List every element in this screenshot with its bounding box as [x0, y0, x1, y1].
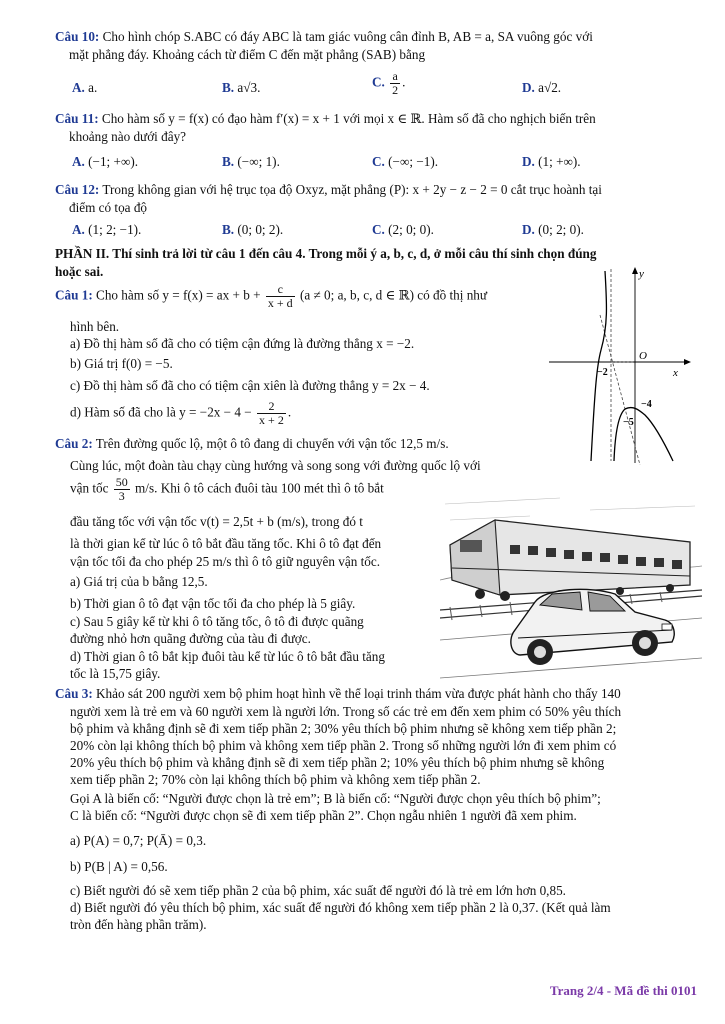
question-text: vận tốc $\frac{50}{3}$ m/s. Khi ô tô cách đuôi tàu 100 mét thì ô tô bắt: [70, 475, 384, 503]
train-and-car-illustration: [440, 490, 702, 680]
question-label: Câu 11:: [55, 111, 99, 126]
question-label: Câu 3:: [55, 686, 93, 701]
question-10: [55, 28, 697, 64]
question-label: Câu 10:: [55, 29, 100, 44]
question-text: Cho hàm số y = f(x) = ax + b +: [96, 287, 261, 303]
tick-y-label: −5: [623, 417, 634, 428]
x-label: x: [673, 367, 678, 379]
statement-b: b) Thời gian ô tô đạt vận tốc tối đa cho phép là 5 giây.: [70, 596, 356, 611]
question-text: điểm có tọa độ: [69, 200, 148, 215]
fraction: $\frac{2}{x + 2}$: [259, 399, 284, 427]
question-text: là thời gian kể từ lúc ô tô bắt đầu tăng tốc. Khi ô tô đạt đến: [70, 536, 382, 551]
p2-question-3: [55, 686, 697, 703]
question-11: [55, 110, 697, 146]
statement-c: c) Sau 5 giây kể từ khi ô tô tăng tốc, ô tô đi được quãng: [70, 614, 364, 629]
statement-d: tốc là 15,75 giây.: [70, 666, 161, 681]
question-text: Cho hàm số y = f(x) có đạo hàm f′(x) = x + 1 với mọi x ∈ ℝ. Hàm số đã cho nghịch biến trên: [101, 111, 596, 126]
question-text: bộ phim và khẳng định sẽ đi xem tiếp phần 2; 30% yêu thích bộ phim nhưng sẽ không xem tiếp phần 2;: [70, 721, 617, 736]
option-d: D. (0; 2; 0).: [522, 222, 584, 237]
question-12: [55, 181, 697, 217]
option-b: B. a√3.: [222, 80, 261, 95]
question-text: Trên đường quốc lộ, một ô tô đang di chuyển với vận tốc 12,5 m/s.: [95, 436, 449, 451]
right-branch: [614, 408, 673, 461]
question-text: C là biến cố: “Người được chọn sẽ đi xem tiếp phần 2”. Chọn ngẫu nhiên 1 người đã xem phim.: [70, 808, 577, 823]
statement-d: d) Hàm số đã cho là y = −2x − 4 − $\frac{2}{x + 2}$ .: [70, 399, 292, 427]
y-axis-arrow: [632, 267, 638, 274]
part-2-heading: PHẦN II. Thí sinh trả lời từ câu 1 đến câu 4. Trong mỗi ý a, b, c, d, ở mỗi câu thí sinh chọn đúng hoặc sai.: [55, 246, 597, 279]
question-text: Cho hình chóp S.ABC có đáy ABC là tam giác vuông cân đỉnh B, AB = a, SA vuông góc với: [102, 29, 593, 44]
statement-a: a) Đồ thị hàm số đã cho có tiệm cận đứng là đường thẳng x = −2.: [70, 336, 415, 351]
option-c: C. (−∞; −1).: [372, 154, 439, 169]
p2-question-1: [55, 283, 487, 310]
statement-b: b) P(B | A) = 0,56.: [70, 859, 168, 874]
oblique-asymptote: [600, 315, 640, 465]
option-d: D. (1; +∞).: [522, 154, 581, 169]
question-text: Gọi A là biến cố: “Người được chọn là trẻ em”; B là biến cố: “Người được chọn yêu thích bộ phim”;: [70, 791, 601, 806]
question-text: người xem là trẻ em và 60 người xem là người lớn. Trong số các trẻ em đến xem phim có 50% yêu thích: [70, 704, 622, 719]
statement-c: đường nhỏ hơn quãng đường của tàu đi được.: [70, 631, 311, 646]
function-graph: [545, 265, 695, 465]
option-a: A. a.: [72, 80, 98, 95]
option-d: D. a√2.: [522, 80, 562, 95]
option-b: B. (0; 0; 2).: [222, 222, 284, 237]
left-branch: [591, 271, 606, 461]
statement-c: c) Đồ thị hàm số đã cho có tiệm cận xiên là đường thẳng y = 2x − 4.: [70, 378, 430, 393]
statement-d: d) Biết người đó yêu thích bộ phim, xác suất để người đó không xem tiếp phần 2 là 0,37. (Kết quả làm: [70, 900, 611, 915]
p2-question-2: [55, 435, 449, 453]
question-text: đầu tăng tốc với vận tốc v(t) = 2,5t + b (m/s), trong đó t: [70, 514, 363, 529]
fraction: $\frac{50}{3}$: [115, 475, 128, 503]
statement-a: a) P(A) = 0,7; P(Ā) = 0,3.: [70, 833, 207, 848]
question-text: xem tiếp phần 2; 70% còn lại không thích bộ phim và không xem tiếp phần 2.: [70, 772, 481, 787]
x-axis-arrow: [684, 359, 691, 365]
question-text: hình bên.: [70, 319, 120, 334]
question-text: 20% yêu thích bộ phim và khẳng định sẽ đi xem tiếp phần 2; 10% yêu thích bộ phim nhưng sẽ không: [70, 755, 605, 770]
option-a: A. (−1; +∞).: [72, 154, 139, 169]
statement-a: a) Giá trị của b bằng 12,5.: [70, 574, 208, 589]
option-c: C. (2; 0; 0).: [372, 222, 434, 237]
question-text: Cùng lúc, một đoàn tàu chạy cùng hướng và song song với đường quốc lộ với: [70, 458, 481, 473]
statement-d: tròn đến hàng phần trăm).: [70, 917, 207, 932]
question-label: Câu 1:: [55, 287, 93, 303]
question-text: Trong không gian với hệ trục tọa độ Oxyz, mặt phẳng (P): x + 2y − z − 2 = 0 cắt trục hoành tại: [102, 182, 602, 197]
question-text: 20% còn lại không thích bộ phim và không xem tiếp phần 2. Trong số những người lớn đi xem phim có: [70, 738, 617, 753]
question-text: (a ≠ 0; a, b, c, d ∈ ℝ) có đồ thị như: [299, 287, 488, 303]
statement-c: c) Biết người đó sẽ xem tiếp phần 2 của bộ phim, xác suất để người đó là trẻ em lớn hơn 0,85.: [70, 883, 566, 898]
question-text: vận tốc tối đa cho phép 25 m/s thì ô tô giữ nguyên vận tốc.: [70, 554, 381, 569]
option-a: A. (1; 2; −1).: [72, 222, 142, 237]
statement-d: d) Thời gian ô tô bắt kịp đuôi tàu kể từ lúc ô tô bắt đầu tăng: [70, 649, 385, 664]
page-footer: Trang 2/4 - Mã đề thi 0101: [549, 983, 697, 998]
option-c: C. $\frac{a}{2}$ .: [372, 69, 406, 97]
fraction: $\frac{a}{2}$: [392, 69, 399, 97]
fraction: $\frac{c}{x + d}$: [267, 282, 293, 310]
question-text: khoảng nào dưới đây?: [69, 129, 187, 144]
y-label: y: [639, 268, 644, 280]
question-label: Câu 12:: [55, 182, 100, 197]
tick-y-label: −4: [641, 399, 652, 410]
question-text: mặt phẳng đáy. Khoảng cách từ điểm C đến mặt phẳng (SAB) bằng: [69, 47, 426, 62]
question-label: Câu 2:: [55, 436, 93, 451]
statement-b: b) Giá trị f(0) = −5.: [70, 356, 173, 371]
question-text: Khảo sát 200 người xem bộ phim hoạt hình về thể loại trinh thám vừa được phát hành cho thấy 140: [96, 686, 621, 701]
option-b: B. (−∞; 1).: [222, 154, 280, 169]
tick-x-label: −2: [597, 367, 608, 378]
origin-label: O: [639, 350, 647, 362]
